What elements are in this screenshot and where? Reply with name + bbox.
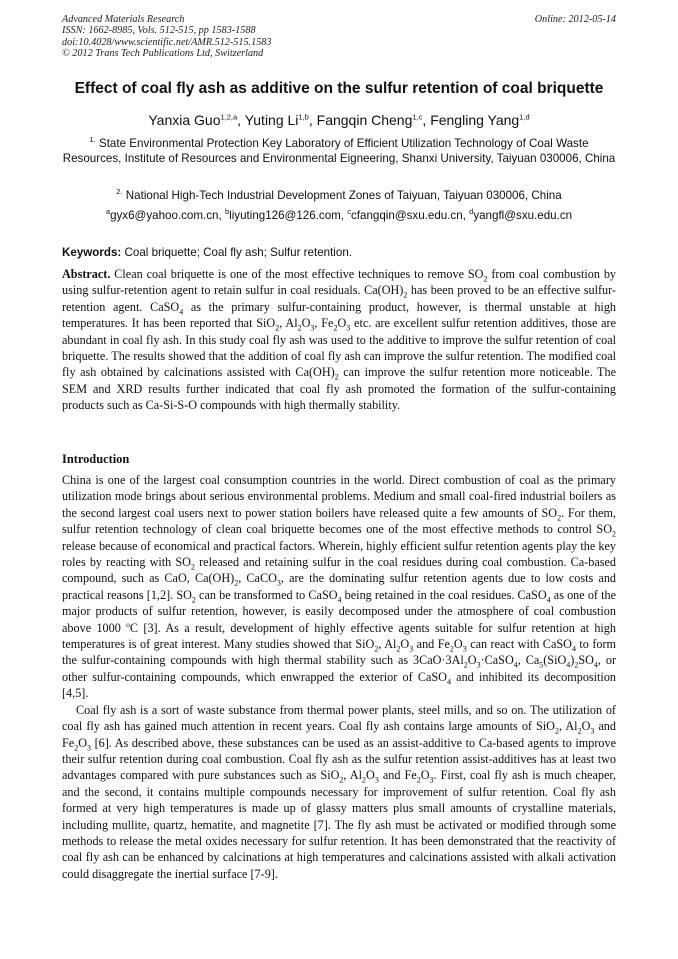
affiliation-text: National High-Tech Industrial Development Zones of Taiyuan, Taiyuan 030006, China	[125, 189, 562, 202]
introduction-body	[62, 472, 616, 882]
email-list: $^a$gyx6@yahoo.com.cn, $^b$liyuting126@126.com, $^c$cfangqin@sxu.edu.cn, $^d$yangfl@sxu.edu.cn	[105, 207, 573, 222]
online-date: Online: 2012-05-14	[534, 14, 616, 25]
email-marker: c	[347, 207, 351, 217]
author-name: Yanxia Guo	[148, 112, 221, 128]
email-marker: b	[224, 207, 230, 217]
section-heading-introduction: Introduction	[62, 452, 130, 466]
issn-line: ISSN: 1662-8985, Vols. 512-515, pp 1583-1588	[62, 25, 256, 37]
affiliation-marker: 2.	[116, 187, 123, 197]
email-marker: d	[469, 207, 474, 217]
author-superscript: 1,b	[298, 112, 309, 122]
author-name: Fangqin Cheng	[316, 112, 413, 128]
keywords-label: Keywords:	[62, 246, 122, 259]
affiliation-text: State Environmental Protection Key Laboratory of Efficient Utilization Technology of Coal Waste Resources, Institute of Resources and Environmental Eigneering, Shanxi University, Taiyuan 030006, China	[62, 137, 616, 165]
author-name: Fengling Yang	[430, 112, 520, 128]
author-name: Yuting Li	[244, 112, 299, 128]
journal-header	[62, 14, 616, 60]
paper-title: Effect of coal fly ash as additive on the sulfur retention of coal briquette	[74, 80, 604, 97]
affiliation-marker: 1.	[89, 135, 96, 145]
keywords-line	[62, 246, 616, 259]
author-superscript: 1,2,a	[220, 112, 238, 122]
author-superscript: 1,d	[519, 112, 530, 122]
abstract-text: Clean coal briquette is one of the most effective techniques to remove $SO_2$ from coal combustion by using sulfur-retention agent to retain sulfur in coal residuals. $Ca(OH)_2$ has been proved to be an effective sulfur-retention agent. CaSO$_4$ as the primary sulfur-containing product, however, is thermal unstable at high temperatures. It has been reported that SiO$_2$, $Al_2O_3$, $Fe_2O_3$ etc. are excellent sulfur retention additives, those are abundant in coal fly ash. In this study coal fly ash was used to the additive to improve the sulfur retention of coal briquette. The results showed that the addition of coal fly ash can improve the sulfur retention. The modified coal fly ash obtained by calcinations assisted with $Ca(OH)_2$ can improve the sulfur retention more noticeable. The SEM and XRD results further indicated that coal fly ash promoted the formation of the sulfur-containing products such as Ca-Si-S-O compounds with high thermally stability.	[62, 267, 617, 413]
email-marker: a	[105, 207, 111, 217]
affiliation-2	[62, 189, 616, 204]
author-list: Yanxia Guo$^{1,2,a}$, Yuting Li$^{1,b}$, Fangqin Cheng$^{1,c}$, Fengling Yang$^{1,d}$	[148, 112, 530, 128]
author-superscript: 1,c	[412, 112, 423, 122]
paragraph: Coal fly ash is a sort of waste substance from thermal power plants, steel mills, and so on. The utilization of coal fly ash has gained much attention in recent years. Coal fly ash contains large amounts of SiO$_2$, $Al_2O_3$ and $Fe_2O_3$ [6]. As described above, these substances can be used as an assist-additive to Ca-based agents to improve their sulfur retention during coal combustion. Coal fly ash as the sulfur retention assist-additives has at least two advantages compared with pure substances such as SiO$_2$, $Al_2O_3$ and $Fe_2O_3$. First, coal fly ash is much cheaper, and the second, it contains multiple compounds necessary for improvement of sulfur retention. Coal fly ash formed at very high temperatures is made up of glassy matters plus small amounts of crystalline materials, including mullite, quartz, hematite, and magnetite [7]. The fly ash must be activated or modified through some methods to release the metal oxides necessary for sulfur retention. It has been demonstrated that the reactivity of coal fly ash can be enhanced by calcinations at high temperatures and calcinations assisted with alkali activation could disaggregate the inertial surface [7-9].	[62, 702, 616, 881]
keywords-text: Coal briquette; Coal fly ash; Sulfur retention.	[124, 246, 353, 259]
doi-line: doi:10.4028/www.scientific.net/AMR.512-515.1583	[62, 36, 272, 48]
email-address: yangfl@sxu.edu.cn	[473, 209, 573, 222]
affiliation-1	[62, 137, 616, 166]
email-address: liyuting126@126.com	[229, 209, 341, 222]
email-address: cfangqin@sxu.edu.cn	[351, 209, 463, 222]
journal-name: Advanced Materials Research	[62, 14, 185, 25]
abstract-label: Abstract.	[62, 267, 111, 281]
copyright-line: © 2012 Trans Tech Publications Ltd, Switzerland	[62, 48, 264, 60]
email-address: gyx6@yahoo.com.cn	[110, 209, 219, 222]
abstract	[62, 266, 616, 414]
paragraph: China is one of the largest coal consumption countries in the world. Direct combustion of coal as the primary utilization mode brings about serious environmental problems. Medium and small coal-fired industrial boilers as the second largest coal users next to power station boilers have released quite a few amounts of $SO_2$. For them, sulfur retention technology of clean coal briquette becomes one of the most effective methods to control $SO_2$ release because of economical and practical factors. Wherein, highly efficient sulfur retention agents play the key roles by reacting with $SO_2$ released and retaining sulfur in the coal residues during coal combustion. Ca-based compound, such as CaO, $Ca(OH)_2$, CaCO$_3$, are the dominating sulfur retention agents due to low costs and practical reasons [1,2]. $SO_2$ can be transformed to CaSO$_4$ being retained in the coal residues. CaSO$_4$ as one of the major products of sulfur retention, however, is easily decomposed under the atmosphere of coal combustion above 1000 $^o$C [3]. As a result, development of highly effective agents suitable for sulfur retention at high temperatures is of great interest. Many studies showed that SiO$_2$, $Al_2O_3$ and $Fe_2O_3$ can react with CaSO$_4$ to form the sulfur-containing compounds with high thermal stability such as $3CaO\cdot 3Al_2O_3\cdot CaSO_4$, $Ca_5(SiO_4)_2SO_4$, or other sulfur-containing compounds, which enwrapped the exterior of CaSO$_4$ and inhibited its decomposition [4,5].	[62, 473, 617, 701]
